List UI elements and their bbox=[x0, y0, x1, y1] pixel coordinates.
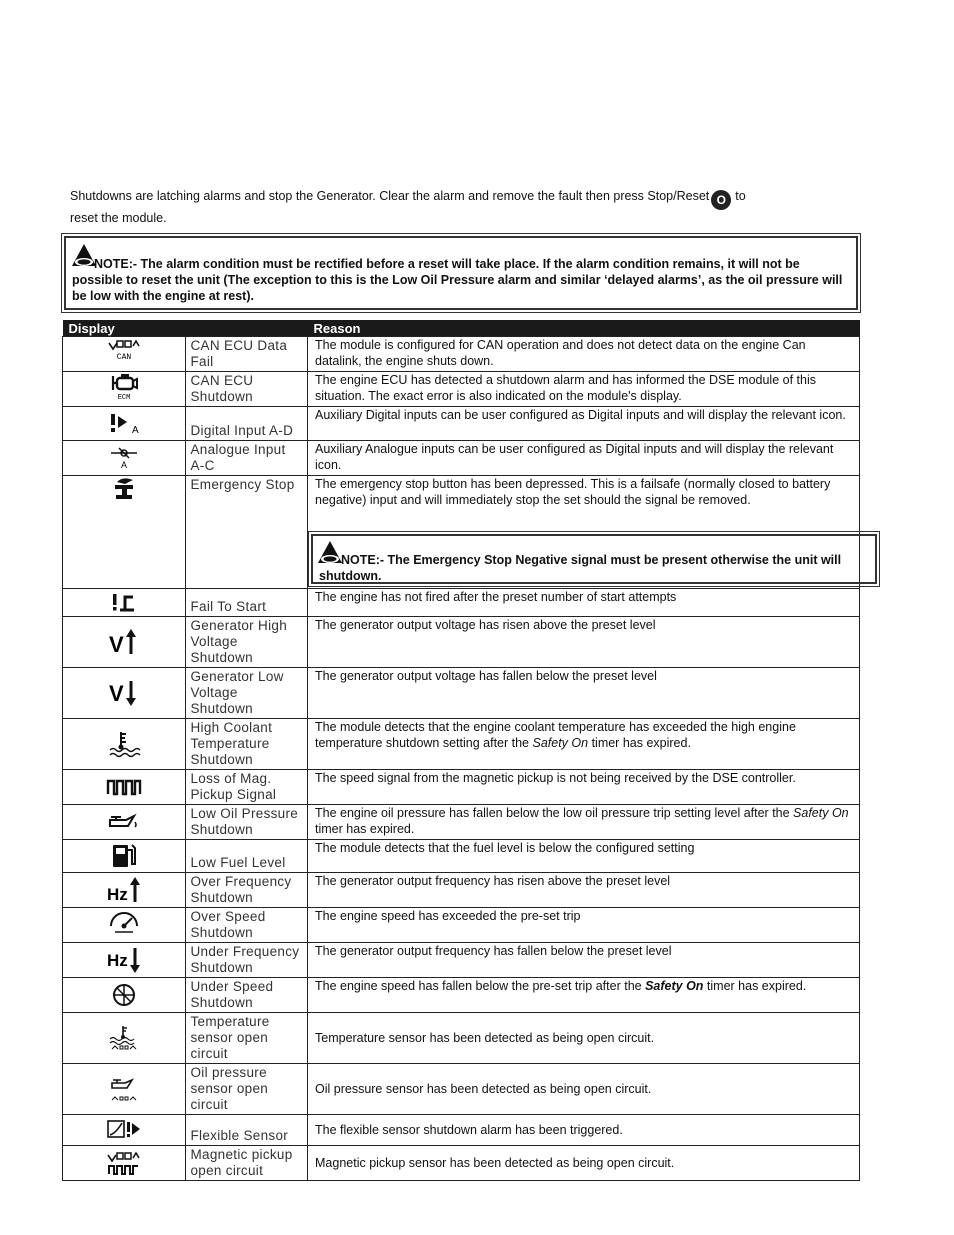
table-header bbox=[63, 320, 860, 337]
display-name: CAN ECU Data Fail bbox=[185, 337, 308, 372]
reason-text: The generator output voltage has fallen below the preset level bbox=[308, 668, 860, 719]
can-data-fail-icon bbox=[63, 337, 186, 372]
high-voltage-icon bbox=[63, 617, 186, 668]
safety-on-emphasis: Safety On bbox=[793, 806, 849, 820]
under-frequency-icon bbox=[63, 943, 186, 978]
digital-input-icon bbox=[63, 407, 186, 441]
display-name: Under Speed Shutdown bbox=[185, 978, 308, 1013]
ecm-shutdown-icon bbox=[63, 372, 186, 407]
table-row bbox=[63, 873, 860, 908]
reason-text: Temperature sensor has been detected as being open circuit. bbox=[308, 1013, 860, 1064]
table-row bbox=[63, 1064, 860, 1115]
reason-text: The generator output frequency has fallen below the preset level bbox=[308, 943, 860, 978]
reason-text: The engine speed has fallen below the pre-set trip after the Safety On timer has expired. bbox=[308, 978, 860, 1013]
table-row bbox=[63, 770, 860, 805]
svg-text:A: A bbox=[131, 424, 139, 436]
display-name: Generator Low Voltage Shutdown bbox=[185, 668, 308, 719]
display-name: Over Speed Shutdown bbox=[185, 908, 308, 943]
high-coolant-icon bbox=[63, 719, 186, 770]
reason-text: The module detects that the engine coolant temperature has exceeded the high engine temperature shutdown setting after the Safety On timer has expired. bbox=[308, 719, 860, 770]
reason-text: The engine ECU has detected a shutdown alarm and has informed the DSE module of this situation. The exact error is also indicated on the module's display. bbox=[308, 372, 860, 407]
table-row bbox=[63, 668, 860, 719]
under-speed-icon bbox=[63, 978, 186, 1013]
temp-sensor-icon bbox=[63, 1013, 186, 1064]
svg-text:CAN: CAN bbox=[116, 353, 131, 362]
reason-text: The module is configured for CAN operation and does not detect data on the engine Can datalink, the engine shuts down. bbox=[308, 337, 860, 372]
display-name: Generator High Voltage Shutdown bbox=[185, 617, 308, 668]
emergency-stop-icon bbox=[63, 476, 186, 589]
table-row bbox=[63, 719, 860, 770]
low-voltage-icon bbox=[63, 668, 186, 719]
analogue-input-icon bbox=[63, 441, 186, 476]
header-display: Display bbox=[63, 320, 308, 337]
reason-text: The engine oil pressure has fallen below the low oil pressure trip setting level after the Safety On timer has expired. bbox=[308, 805, 860, 840]
reason-text: Auxiliary Analogue inputs can be user configured as Digital inputs and will display the relevant icon. bbox=[308, 441, 860, 476]
note-text: NOTE:- The alarm condition must be rectified before a reset will take place. If the alarm condition remains, it will not be possible to reset the unit (The exception to this is the Low Oil Pressure alarm and similar ‘delayed alarms’, as the oil pressure will be low with the engine at rest). bbox=[72, 257, 843, 303]
mag-pickup-open-icon bbox=[63, 1146, 186, 1181]
display-name: Flexible Sensor bbox=[185, 1115, 308, 1146]
reason-text: The module detects that the fuel level is below the configured setting bbox=[308, 840, 860, 873]
reason-text: Auxiliary Digital inputs can be user configured as Digital inputs and will display the relevant icon. bbox=[308, 407, 860, 441]
svg-text:A: A bbox=[120, 460, 127, 470]
reason-text: The emergency stop button has been depressed. This is a failsafe (normally closed to battery negative) input and will immediately stop the set should the signal be removed. NOTE:- The Emergency Stop Negative signal must be present otherwise the unit will shutdown. bbox=[308, 476, 860, 589]
table-row bbox=[63, 943, 860, 978]
svg-text:V: V bbox=[108, 681, 124, 706]
reason-text: The engine speed has exceeded the pre-set trip bbox=[308, 908, 860, 943]
display-name: Loss of Mag. Pickup Signal bbox=[185, 770, 308, 805]
reason-text: Oil pressure sensor has been detected as being open circuit. bbox=[308, 1064, 860, 1115]
display-name: Emergency Stop bbox=[185, 476, 308, 589]
svg-text:V: V bbox=[108, 632, 124, 656]
table-row bbox=[63, 805, 860, 840]
stop-reset-icon: O bbox=[711, 190, 731, 210]
table-row bbox=[63, 1115, 860, 1146]
reason-text: The generator output voltage has risen above the preset level bbox=[308, 617, 860, 668]
intro-text-3: reset the module. bbox=[70, 211, 167, 225]
display-name: High Coolant Temperature Shutdown bbox=[185, 719, 308, 770]
low-oil-pressure-icon bbox=[63, 805, 186, 840]
header-reason: Reason bbox=[308, 320, 860, 337]
table-row bbox=[63, 1013, 860, 1064]
note-box bbox=[64, 236, 858, 310]
emergency-note-text: NOTE:- The Emergency Stop Negative signal must be present otherwise the unit will shutdown. bbox=[319, 553, 842, 583]
display-name: Fail To Start bbox=[185, 589, 308, 617]
display-name: Temperature sensor open circuit bbox=[185, 1013, 308, 1064]
reason-text: Magnetic pickup sensor has been detected as being open circuit. bbox=[308, 1146, 860, 1181]
table-row bbox=[63, 372, 860, 407]
flexible-sensor-icon bbox=[63, 1115, 186, 1146]
over-frequency-icon bbox=[63, 873, 186, 908]
display-name: Low Fuel Level bbox=[185, 840, 308, 873]
table-row bbox=[63, 978, 860, 1013]
svg-text:Hz: Hz bbox=[106, 885, 128, 904]
display-name: Digital Input A-D bbox=[185, 407, 308, 441]
table-row bbox=[63, 589, 860, 617]
svg-text:ECM: ECM bbox=[117, 394, 131, 402]
svg-text:Hz: Hz bbox=[106, 951, 128, 970]
table-row bbox=[63, 617, 860, 668]
reason-text: The engine has not fired after the preset number of start attempts bbox=[308, 589, 860, 617]
table-row bbox=[63, 441, 860, 476]
display-name: CAN ECU Shutdown bbox=[185, 372, 308, 407]
display-name: Under Frequency Shutdown bbox=[185, 943, 308, 978]
table-row bbox=[63, 407, 860, 441]
safety-on-emphasis: Safety On bbox=[645, 979, 704, 993]
table-row bbox=[63, 908, 860, 943]
table-row bbox=[63, 476, 860, 589]
table-row bbox=[63, 337, 860, 372]
table-row bbox=[63, 1146, 860, 1181]
reason-text: The generator output frequency has risen above the preset level bbox=[308, 873, 860, 908]
display-name: Low Oil Pressure Shutdown bbox=[185, 805, 308, 840]
over-speed-icon bbox=[63, 908, 186, 943]
shutdown-table bbox=[62, 320, 860, 1181]
table-row bbox=[63, 840, 860, 873]
low-fuel-icon bbox=[63, 840, 186, 873]
reason-text: The flexible sensor shutdown alarm has been triggered. bbox=[308, 1115, 860, 1146]
reason-text: The speed signal from the magnetic pickup is not being received by the DSE controller. bbox=[308, 770, 860, 805]
display-name: Over Frequency Shutdown bbox=[185, 873, 308, 908]
display-name: Magnetic pickup open circuit bbox=[185, 1146, 308, 1181]
safety-on-emphasis: Safety On bbox=[532, 735, 589, 750]
mag-pickup-icon bbox=[63, 770, 186, 805]
oil-sensor-icon bbox=[63, 1064, 186, 1115]
intro-paragraph bbox=[70, 188, 850, 226]
intro-text-1: Shutdowns are latching alarms and stop the Generator. Clear the alarm and remove the fault then press Stop/Reset bbox=[70, 189, 710, 203]
fail-to-start-icon bbox=[63, 589, 186, 617]
emergency-note-box bbox=[311, 534, 877, 584]
display-name: Analogue Input A-C bbox=[185, 441, 308, 476]
display-name: Oil pressure sensor open circuit bbox=[185, 1064, 308, 1115]
intro-text-2: to bbox=[735, 189, 746, 203]
